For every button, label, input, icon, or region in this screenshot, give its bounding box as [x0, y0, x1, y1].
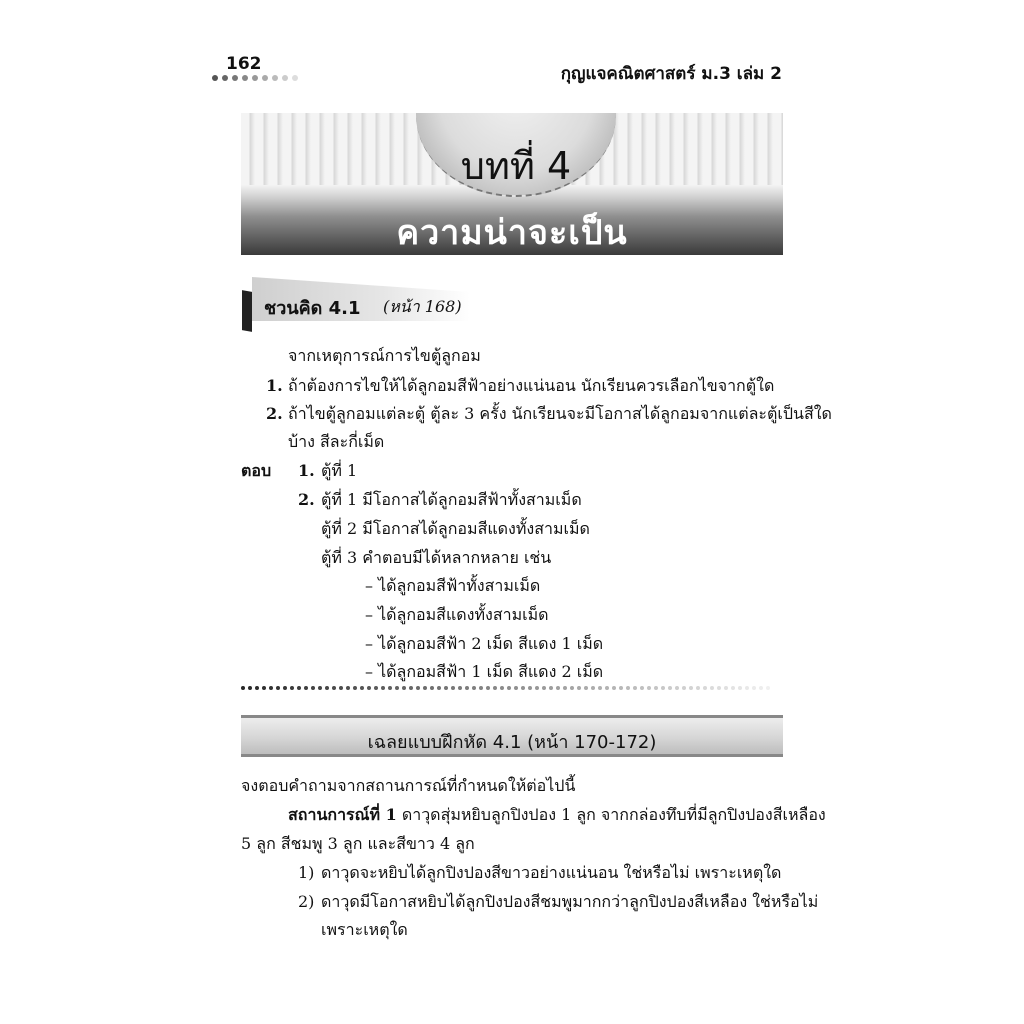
divider-dot — [619, 686, 623, 690]
exercise-heading-bar — [241, 715, 783, 757]
divider-dot — [451, 686, 455, 690]
answer-text: ตู้ที่ 1 มีโอกาสได้ลูกอมสีฟ้าทั้งสามเม็ด — [321, 490, 582, 509]
situation-line — [288, 805, 826, 825]
divider-dot — [353, 686, 357, 690]
divider-dot — [318, 686, 322, 690]
exercise-question: ดาวุดจะหยิบได้ลูกปิงปองสีขาวอย่างแน่นอน ใช่หรือไม่ เพราะเหตุใด — [321, 863, 782, 882]
answer-option: – ได้ลูกอมสีฟ้า 1 เม็ด สีแดง 2 เม็ด — [365, 662, 604, 681]
exercise-heading: เฉลยแบบฝึกหัด 4.1 (หน้า 170-172) — [367, 732, 657, 753]
divider-dot — [381, 686, 385, 690]
divider-dot — [325, 686, 329, 690]
divider-dot — [472, 686, 476, 690]
exercise-question: ดาวุดมีโอกาสหยิบได้ลูกปิงปองสีชมพูมากกว่าลูกปิงปองสีเหลือง ใช่หรือไม่ — [321, 892, 819, 911]
divider-dot — [290, 686, 294, 690]
divider-dot — [717, 686, 721, 690]
divider-dot — [598, 686, 602, 690]
divider-dot — [500, 686, 504, 690]
book-title: กุญแจคณิตศาสตร์ ม.3 เล่ม 2 — [560, 64, 782, 84]
divider-dot — [556, 686, 560, 690]
divider-dot — [423, 686, 427, 690]
divider-dot — [486, 686, 490, 690]
divider-dot — [738, 686, 742, 690]
divider-dot — [430, 686, 434, 690]
divider-dot — [311, 686, 315, 690]
divider-dot — [570, 686, 574, 690]
answer-option: – ได้ลูกอมสีฟ้า 2 เม็ด สีแดง 1 เม็ด — [365, 634, 604, 653]
divider-dot — [528, 686, 532, 690]
chapter-banner — [241, 113, 783, 255]
divider-dot — [283, 686, 287, 690]
divider-dot — [703, 686, 707, 690]
dotted-divider — [241, 686, 781, 694]
divider-dot — [255, 686, 259, 690]
divider-dot — [661, 686, 665, 690]
divider-dot — [647, 686, 651, 690]
divider-dot — [493, 686, 497, 690]
divider-dot — [612, 686, 616, 690]
divider-dot — [479, 686, 483, 690]
divider-dot — [640, 686, 644, 690]
situation-text-cont: 5 ลูก สีชมพู 3 ลูก และสีขาว 4 ลูก — [241, 834, 475, 853]
question-number: 1. — [266, 376, 283, 395]
divider-dot — [367, 686, 371, 690]
divider-dot — [248, 686, 252, 690]
divider-dot — [731, 686, 735, 690]
divider-dot — [276, 686, 280, 690]
divider-dot — [346, 686, 350, 690]
divider-dot — [668, 686, 672, 690]
divider-dot — [752, 686, 756, 690]
section-heading: ชวนคิด 4.1 — [264, 298, 361, 319]
divider-dot — [759, 686, 763, 690]
divider-dot — [269, 686, 273, 690]
answer-text: ตู้ที่ 1 — [321, 461, 358, 480]
divider-dot — [724, 686, 728, 690]
exercise-question-cont: เพราะเหตุใด — [321, 920, 408, 939]
question-number: 2. — [266, 404, 283, 423]
divider-dot — [654, 686, 658, 690]
divider-dot — [262, 686, 266, 690]
divider-dot — [339, 686, 343, 690]
divider-dot — [745, 686, 749, 690]
divider-dot — [507, 686, 511, 690]
divider-dot — [549, 686, 553, 690]
chapter-number: บทที่ 4 — [460, 144, 572, 188]
answer-label: ตอบ — [241, 461, 272, 480]
divider-dot — [465, 686, 469, 690]
divider-dot — [584, 686, 588, 690]
intro-text: จากเหตุการณ์การไขตู้ลูกอม — [288, 346, 481, 365]
divider-dot — [535, 686, 539, 690]
section-page-ref: (หน้า 168) — [383, 297, 462, 316]
divider-dot — [591, 686, 595, 690]
divider-dot — [458, 686, 462, 690]
page-number: 162 — [226, 54, 262, 74]
section-heading-accent — [242, 290, 252, 332]
answer-option: – ได้ลูกอมสีแดงทั้งสามเม็ด — [365, 605, 549, 624]
divider-dot — [444, 686, 448, 690]
situation-text: ดาวุดสุ่มหยิบลูกปิงปอง 1 ลูก จากกล่องทึบที่มีลูกปิงปองสีเหลือง — [396, 805, 826, 824]
divider-dot — [416, 686, 420, 690]
divider-dot — [542, 686, 546, 690]
divider-dot — [388, 686, 392, 690]
divider-dot — [696, 686, 700, 690]
answer-number: 1. — [298, 461, 315, 480]
divider-dot — [626, 686, 630, 690]
question-text: ถ้าไขตู้ลูกอมแต่ละตู้ ตู้ละ 3 ครั้ง นักเรียนจะมีโอกาสได้ลูกอมจากแต่ละตู้เป็นสีใด — [288, 404, 832, 423]
divider-dot — [304, 686, 308, 690]
divider-dot — [563, 686, 567, 690]
divider-dot — [514, 686, 518, 690]
divider-dot — [689, 686, 693, 690]
divider-dot — [577, 686, 581, 690]
divider-dot — [766, 686, 770, 690]
instruction-text: จงตอบคำถามจากสถานการณ์ที่กำหนดให้ต่อไปนี้ — [241, 776, 576, 795]
situation-label: สถานการณ์ที่ 1 — [288, 805, 397, 824]
divider-dot — [374, 686, 378, 690]
divider-dot — [409, 686, 413, 690]
exercise-number: 2) — [298, 892, 315, 911]
divider-dot — [402, 686, 406, 690]
divider-dot — [675, 686, 679, 690]
divider-dot — [360, 686, 364, 690]
divider-dot — [241, 686, 245, 690]
question-text: ถ้าต้องการไขให้ได้ลูกอมสีฟ้าอย่างแน่นอน นักเรียนควรเลือกไขจากตู้ใด — [288, 376, 775, 395]
header-dots — [212, 75, 298, 83]
divider-dot — [682, 686, 686, 690]
divider-dot — [605, 686, 609, 690]
divider-dot — [437, 686, 441, 690]
divider-dot — [521, 686, 525, 690]
divider-dot — [395, 686, 399, 690]
divider-dot — [710, 686, 714, 690]
answer-option: – ได้ลูกอมสีฟ้าทั้งสามเม็ด — [365, 576, 541, 595]
answer-line: ตู้ที่ 3 คำตอบมีได้หลากหลาย เช่น — [321, 548, 552, 567]
divider-dot — [332, 686, 336, 690]
exercise-number: 1) — [298, 863, 315, 882]
divider-dot — [633, 686, 637, 690]
chapter-title: ความน่าจะเป็น — [396, 213, 628, 253]
answer-number: 2. — [298, 490, 315, 509]
divider-dot — [297, 686, 301, 690]
answer-line: ตู้ที่ 2 มีโอกาสได้ลูกอมสีแดงทั้งสามเม็ด — [321, 519, 590, 538]
question-text-cont: บ้าง สีละกี่เม็ด — [288, 432, 385, 451]
